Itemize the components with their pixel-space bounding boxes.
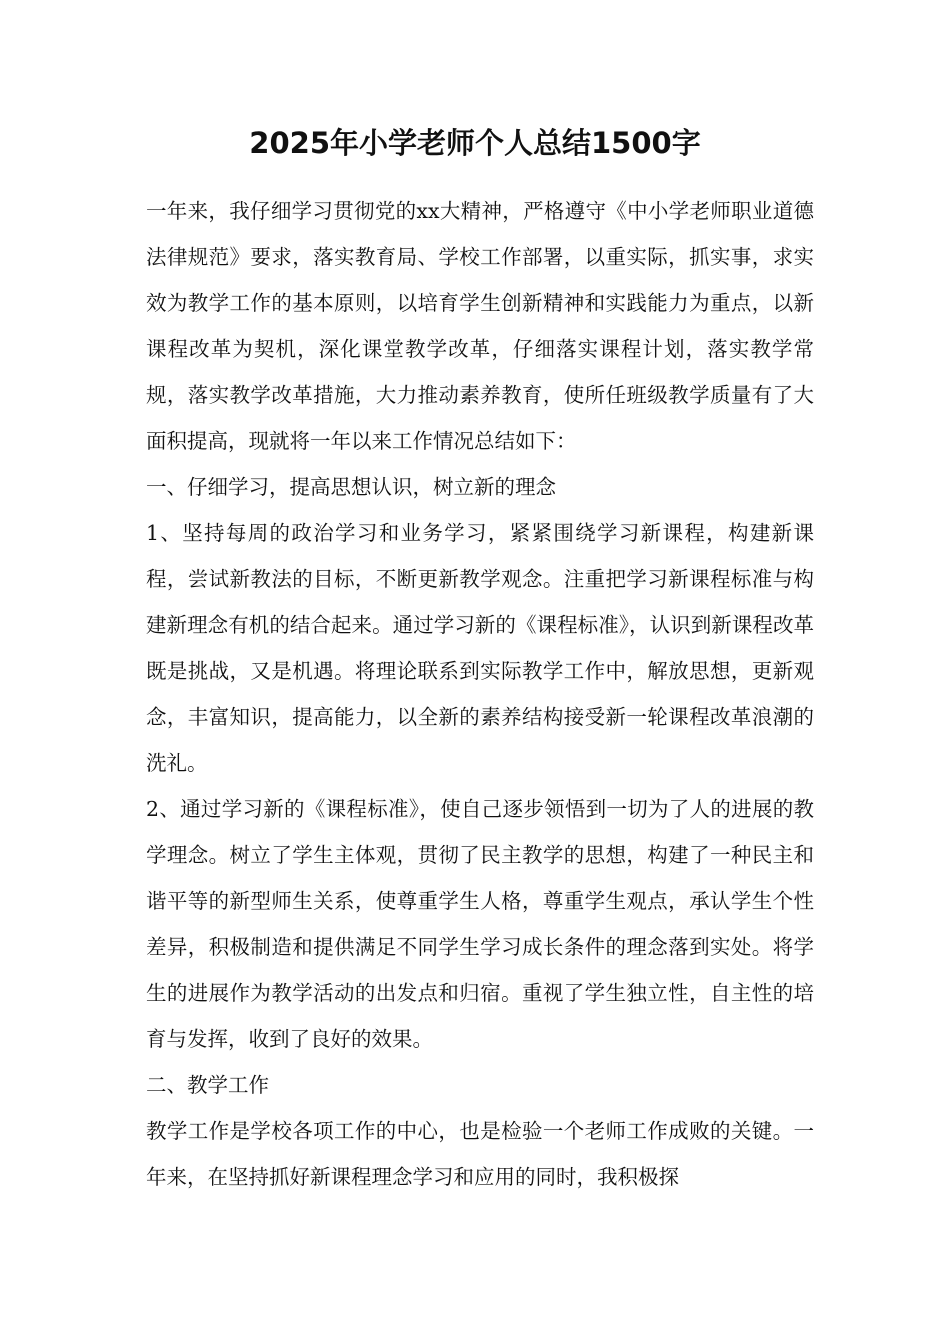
intro-paragraph: 一年来，我仔细学习贯彻党的xx大精神，严格遵守《中小学老师职业道德法律规范》要求，落实教育局、学校工作部署，以重实际，抓实事，求实效为教学工作的基本原则，以培育学生创新精神和实践能力为重点，以新课程改革为契机，深化课堂教学改革，仔细落实课程计划，落实教学常规，落实教学改革措施，大力推动素养教育，使所任班级教学质量有了大面积提高，现就将一年以来工作情况总结如下： <box>146 199 814 453</box>
document-title: 2025年小学老师个人总结1500字 <box>249 126 701 160</box>
document-body <box>146 188 814 1200</box>
paragraph-item-1: 1、坚持每周的政治学习和业务学习，紧紧围绕学习新课程，构建新课程，尝试新教法的目标，不断更新教学观念。注重把学习新课程标准与构建新理念有机的结合起来。通过学习新的《课程标准》，认识到新课程改革既是挑战，又是机遇。将理论联系到实际教学工作中，解放思想，更新观念，丰富知识，提高能力，以全新的素养结构接受新一轮课程改革浪潮的洗礼。 <box>146 521 814 775</box>
paragraph-item-2: 2、通过学习新的《课程标准》，使自己逐步领悟到一切为了人的进展的教学理念。树立了学生主体观，贯彻了民主教学的思想，构建了一种民主和谐平等的新型师生关系，使尊重学生人格，尊重学生观点，承认学生个性差异，积极制造和提供满足不同学生学习成长条件的理念落到实处。将学生的进展作为教学活动的出发点和归宿。重视了学生独立性，自主性的培育与发挥，收到了良好的效果。 <box>146 797 814 1051</box>
section-heading-1: 一、仔细学习，提高思想认识，树立新的理念 <box>146 475 556 499</box>
teaching-paragraph: 教学工作是学校各项工作的中心，也是检验一个老师工作成败的关键。一年来，在坚持抓好新课程理念学习和应用的同时，我积极探 <box>146 1119 814 1189</box>
section-heading-2: 二、教学工作 <box>146 1073 269 1097</box>
